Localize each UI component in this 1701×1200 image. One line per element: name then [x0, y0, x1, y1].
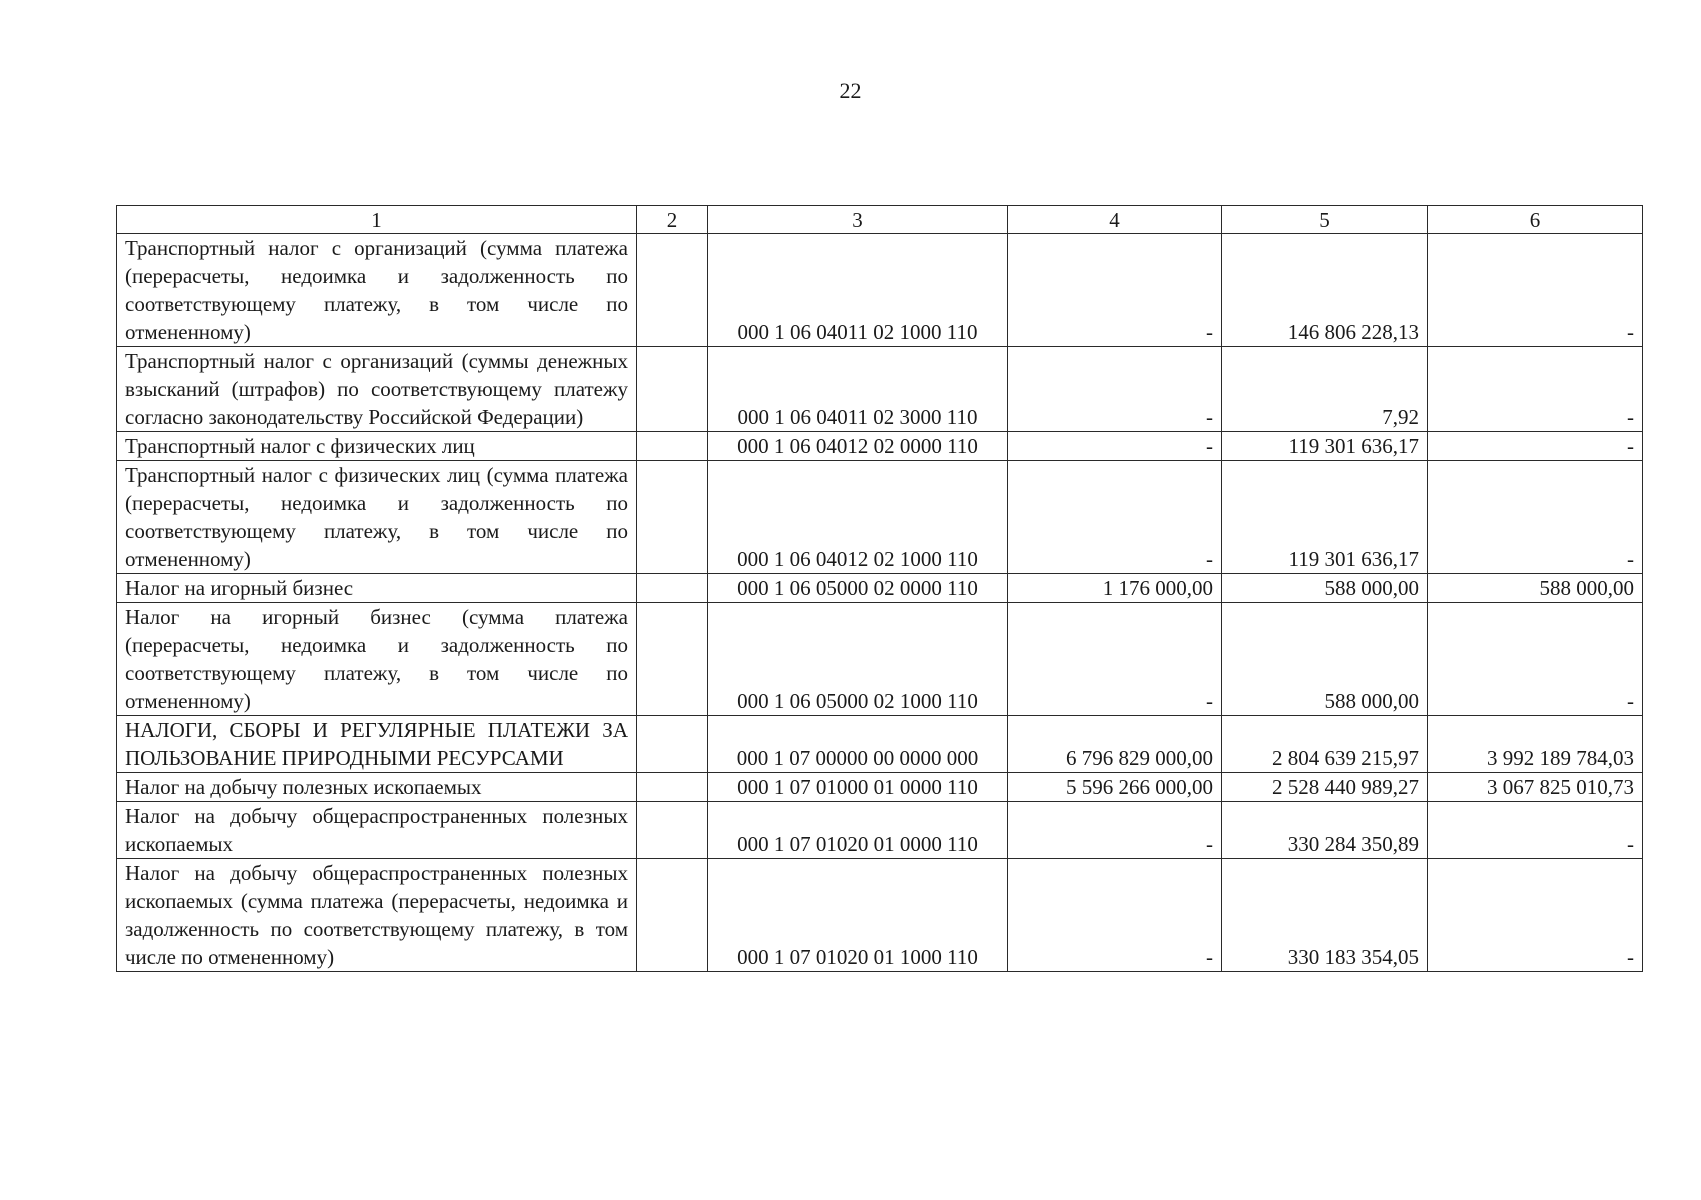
revenue-table [116, 205, 1643, 972]
row-code: 000 1 06 04011 02 3000 110 [708, 347, 1008, 432]
row-col2 [637, 859, 708, 972]
row-col6: - [1428, 234, 1643, 347]
row-name: Налог на добычу общераспространенных полезных ископаемых (сумма платежа (перерасчеты, недоимка и задолженность по соответствующему платежу, в том числе по отмененному) [117, 859, 637, 972]
row-col2 [637, 716, 708, 773]
column-header-6: 6 [1428, 206, 1643, 234]
table-row [117, 347, 1643, 432]
table-row [117, 773, 1643, 802]
row-col2 [637, 432, 708, 461]
row-col5: 119 301 636,17 [1222, 461, 1428, 574]
column-header-1: 1 [117, 206, 637, 234]
row-name: Транспортный налог с физических лиц [117, 432, 637, 461]
row-col2 [637, 603, 708, 716]
column-header-4: 4 [1008, 206, 1222, 234]
row-code: 000 1 07 00000 00 0000 000 [708, 716, 1008, 773]
row-name: НАЛОГИ, СБОРЫ И РЕГУЛЯРНЫЕ ПЛАТЕЖИ ЗА ПОЛЬЗОВАНИЕ ПРИРОДНЫМИ РЕСУРСАМИ [117, 716, 637, 773]
row-col5: 588 000,00 [1222, 603, 1428, 716]
row-name: Налог на добычу общераспространенных полезных ископаемых [117, 802, 637, 859]
row-col4: - [1008, 802, 1222, 859]
row-col2 [637, 347, 708, 432]
row-col4: - [1008, 234, 1222, 347]
row-col4: - [1008, 859, 1222, 972]
row-name: Налог на игорный бизнес [117, 574, 637, 603]
row-col5: 146 806 228,13 [1222, 234, 1428, 347]
row-col5: 330 183 354,05 [1222, 859, 1428, 972]
table-row [117, 461, 1643, 574]
table-row [117, 802, 1643, 859]
row-code: 000 1 06 04012 02 0000 110 [708, 432, 1008, 461]
row-name: Налог на добычу полезных ископаемых [117, 773, 637, 802]
row-col2 [637, 802, 708, 859]
column-header-5: 5 [1222, 206, 1428, 234]
row-col4: - [1008, 603, 1222, 716]
column-header-2: 2 [637, 206, 708, 234]
table-row [117, 859, 1643, 972]
row-name: Транспортный налог с физических лиц (сумма платежа (перерасчеты, недоимка и задолженность по соответствующему платежу, в том числе по отмененному) [117, 461, 637, 574]
column-header-3: 3 [708, 206, 1008, 234]
row-col6: - [1428, 603, 1643, 716]
row-code: 000 1 07 01020 01 0000 110 [708, 802, 1008, 859]
row-col4: 5 596 266 000,00 [1008, 773, 1222, 802]
row-col2 [637, 773, 708, 802]
table-row [117, 603, 1643, 716]
row-name: Налог на игорный бизнес (сумма платежа (перерасчеты, недоимка и задолженность по соответствующему платежу, в том числе по отмененному) [117, 603, 637, 716]
row-col6: 3 067 825 010,73 [1428, 773, 1643, 802]
row-code: 000 1 06 05000 02 1000 110 [708, 603, 1008, 716]
row-col4: 1 176 000,00 [1008, 574, 1222, 603]
row-col4: - [1008, 347, 1222, 432]
row-col6: - [1428, 802, 1643, 859]
row-col2 [637, 461, 708, 574]
row-col5: 119 301 636,17 [1222, 432, 1428, 461]
row-col2 [637, 234, 708, 347]
row-name: Транспортный налог с организаций (сумма платежа (перерасчеты, недоимка и задолженность по соответствующему платежу, в том числе по отмененному) [117, 234, 637, 347]
row-name: Транспортный налог с организаций (суммы денежных взысканий (штрафов) по соответствующему платежу согласно законодательству Российской Федерации) [117, 347, 637, 432]
header-row [117, 206, 1643, 234]
row-col5: 2 528 440 989,27 [1222, 773, 1428, 802]
row-col5: 2 804 639 215,97 [1222, 716, 1428, 773]
table-row [117, 432, 1643, 461]
row-col2 [637, 574, 708, 603]
row-col6: - [1428, 347, 1643, 432]
table-row [117, 234, 1643, 347]
row-col5: 330 284 350,89 [1222, 802, 1428, 859]
row-col4: - [1008, 461, 1222, 574]
row-code: 000 1 06 04012 02 1000 110 [708, 461, 1008, 574]
table-row [117, 716, 1643, 773]
page-number: 22 [839, 78, 862, 103]
row-code: 000 1 06 04011 02 1000 110 [708, 234, 1008, 347]
row-code: 000 1 06 05000 02 0000 110 [708, 574, 1008, 603]
row-col6: - [1428, 461, 1643, 574]
row-col6: 3 992 189 784,03 [1428, 716, 1643, 773]
row-col5: 588 000,00 [1222, 574, 1428, 603]
row-col5: 7,92 [1222, 347, 1428, 432]
row-col6: 588 000,00 [1428, 574, 1643, 603]
row-code: 000 1 07 01020 01 1000 110 [708, 859, 1008, 972]
row-col4: 6 796 829 000,00 [1008, 716, 1222, 773]
row-col4: - [1008, 432, 1222, 461]
table-row [117, 574, 1643, 603]
row-col6: - [1428, 859, 1643, 972]
row-code: 000 1 07 01000 01 0000 110 [708, 773, 1008, 802]
row-col6: - [1428, 432, 1643, 461]
